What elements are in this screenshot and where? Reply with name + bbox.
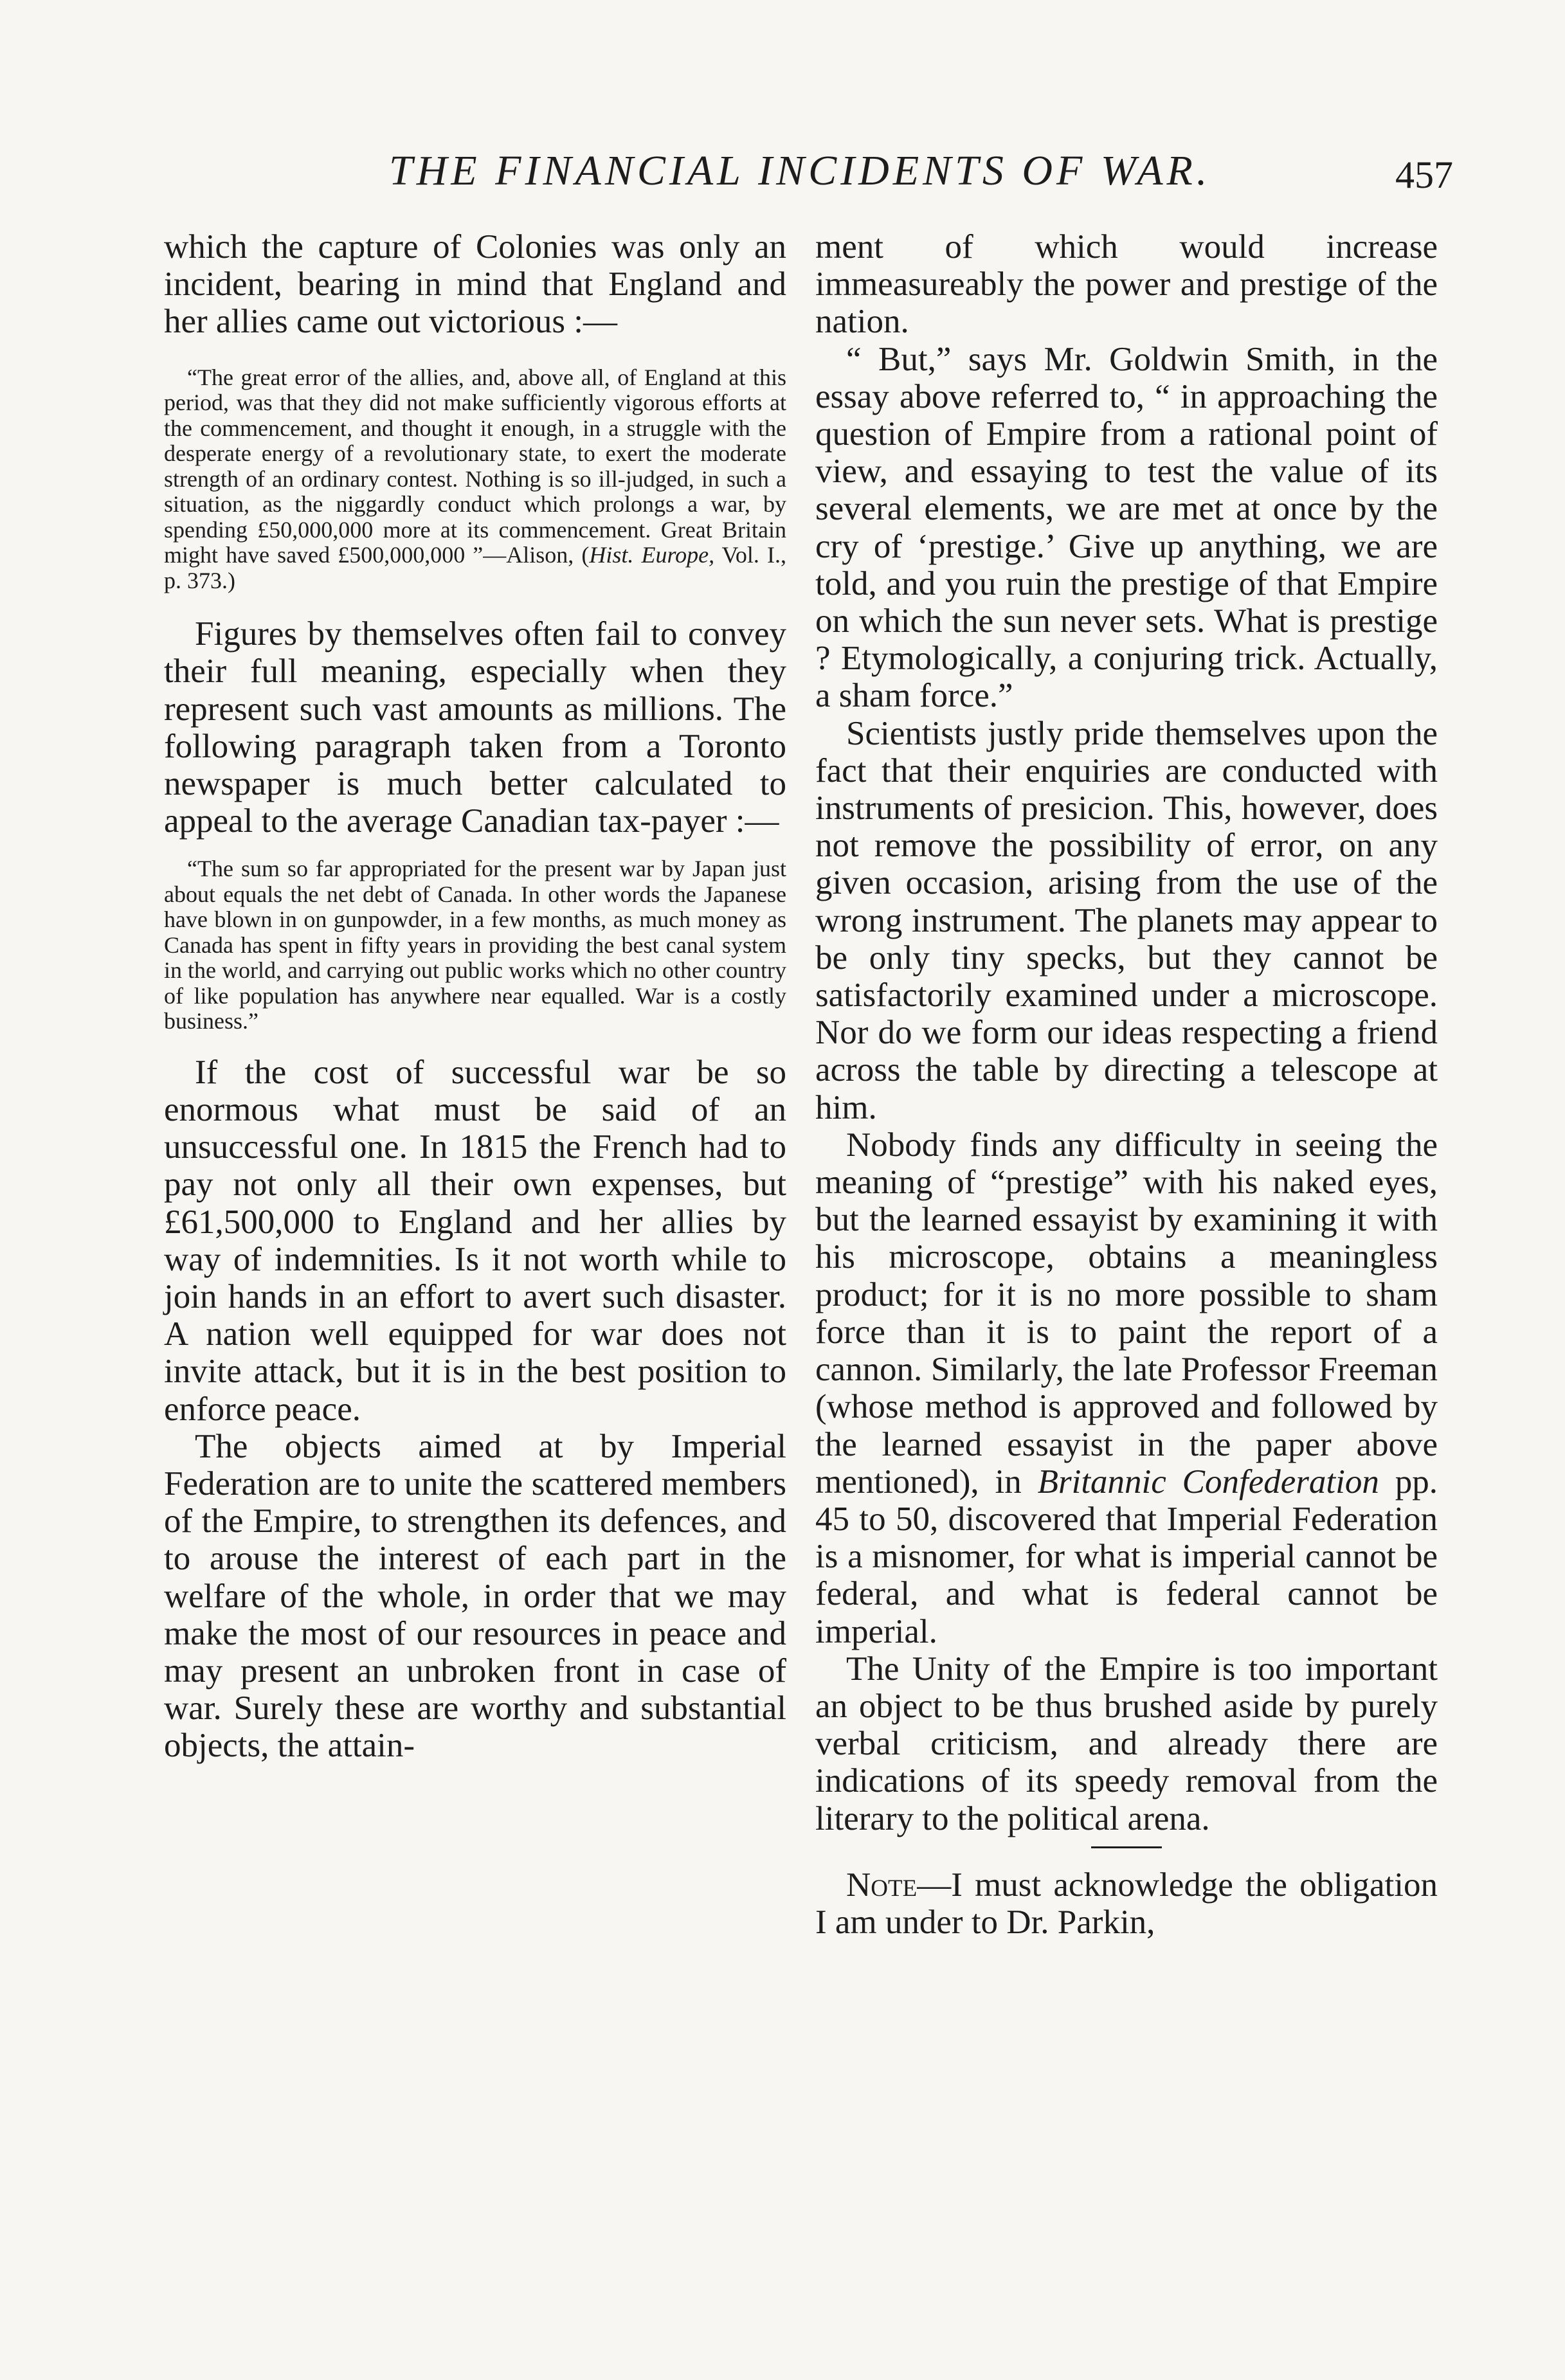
paragraph-prestige [815,1126,1438,1650]
note-label: Note [846,1866,918,1904]
page-number: 457 [1395,154,1453,196]
quote-alison-text: “The great error of the allies, and, above all, of England at this period, was that they did not make sufficiently vigorous efforts at the commencement, and thought it enough, in a struggle with the desperate energy of a revolutionary state, to exert the moderate strength of an ordinary contest. Nothing is so ill-judged, in such a situation, as the niggardly conduct which prolongs a war, by spending £50,000,000 more at its commencement. Great Britain might have saved £500,000,000 ”—Alison, ( [164,364,786,568]
paragraph-figures: Figures by themselves often fail to convey their full meaning, especially when they represent such vast amounts as millions. The following paragraph taken from a Toronto newspaper is much better calculated to appeal to the average Canadian tax-payer :— [164,615,786,840]
quote-alison-citation: Vol. I., p. 373.) [164,542,786,593]
right-column [815,228,1438,1941]
paragraph-objects: The objects aimed at by Imperial Federation are to unite the scattered members of the Empire, to strengthen its defences, and to arouse the interest of each part in the welfare of the whole, in order that we may make the most of our resources in peace and may present an unbroken front in case of war. Surely these are worthy and substantial objects, the attain- [164,1427,786,1765]
running-header [0,147,1565,204]
left-column [164,228,786,1765]
note-paragraph [815,1866,1438,1941]
paragraph-scientists: Scientists justly pride themselves upon the fact that their enquiries are conducted with instruments of presicion. This, however, does not remove the possibility of error, on any given occasion, arising from the use of the wrong instrument. The planets may appear to be only tiny specks, but they cannot be satisfactorily examined under a microscope. Nor do we form our ideas respecting a friend across the table by directing a telescope at him. [815,714,1438,1126]
quote-alison-work: Hist. Europe, [589,542,715,568]
paragraph-unity: The Unity of the Empire is too important an object to be thus brushed aside by purely verbal criticism, and already there are indications of its speedy removal from the literary to the political arena. [815,1650,1438,1837]
paragraph-goldwin-smith: “ But,” says Mr. Goldwin Smith, in the essay above referred to, “ in approaching the question of Empire from a rational point of view, and essaying to test the value of its several elements, we are met at once by the cry of ‘prestige.’ Give up anything, we are told, and you ruin the prestige of that Empire on which the sun never sets. What is prestige ? Etymologically, a conjuring trick. Actually, a sham force.” [815,340,1438,715]
prestige-text: Nobody finds any difficulty in seeing the meaning of “prestige” with his naked eyes, but the learned essayist by examining it with his microscope, obtains a meaningless product; for it is no more possible to sham force than it is to paint the report of a cannon. Similarly, the late Professor Freeman (whose method is approved and followed by the learned essayist in the paper above mentioned), in [815,1126,1438,1501]
block-quote-toronto: “The sum so far appropriated for the present war by Japan just about equals the net debt of Canada. In other words the Japanese have blown in on gunpowder, in a few months, as much money as Canada has spent in fifty years in providing the best canal system in the world, and carrying out public works which no other country of like population has anywhere near equalled. War is a costly business.” [164,856,786,1034]
paragraph-continuation: which the capture of Colonies was only an incident, bearing in mind that England and her allies came out victorious :— [164,228,786,341]
block-quote-alison [164,365,786,594]
paragraph-continuation: ment of which would increase immeasureably the power and prestige of the nation. [815,228,1438,341]
running-title: THE FINANCIAL INCIDENTS OF WAR. [389,147,1211,194]
britannic-confederation-title: Britannic Confederation [1037,1463,1379,1501]
paragraph-cost-of-war: If the cost of successful war be so enormous what must be said of an unsuccessful one. In 1815 the French had to pay not only all their own expenses, but £61,500,000 to England and her allies by way of indemnities. Is it not worth while to join hands in an effort to avert such disaster. A nation well equipped for war does not invite attack, but it is in the best position to enforce peace. [164,1053,786,1428]
prestige-text-end: pp. 45 to 50, discovered that Imperial Federation is a misnomer, for what is imperial cannot be federal, and what is federal cannot be imperial. [815,1463,1438,1650]
note-text: —I must acknowledge the obligation I am under to Dr. Parkin, [815,1866,1438,1941]
